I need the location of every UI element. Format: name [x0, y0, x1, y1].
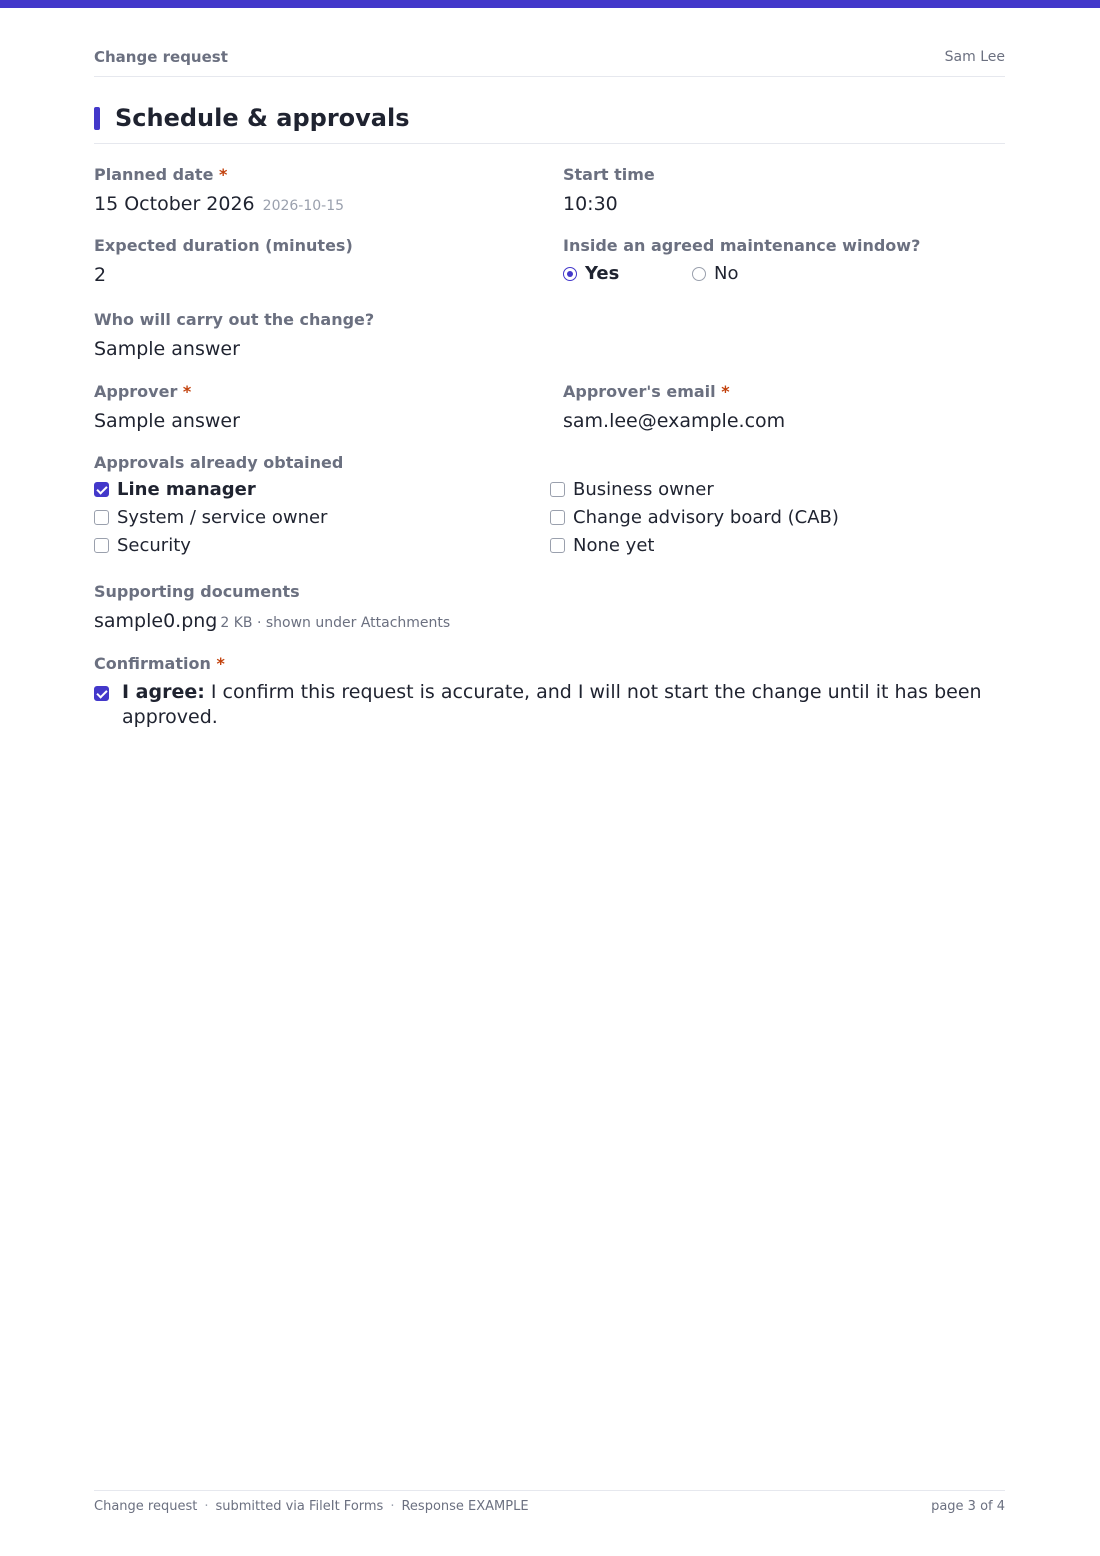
checkbox-security[interactable]: [94, 535, 191, 557]
approver-value: Sample answer: [94, 410, 240, 432]
required-marker: *: [182, 382, 192, 401]
approvals-field: [94, 453, 1005, 563]
checkbox-empty-icon: [94, 538, 109, 553]
approver-email-label: Approver's email *: [563, 382, 730, 401]
checkbox-label: Change advisory board (CAB): [573, 507, 839, 528]
attachment-meta: 2 KB · shown under Attachments: [220, 615, 451, 631]
confirmation-checkbox[interactable]: [94, 680, 1005, 730]
page-number: page 3 of 4: [931, 1499, 1005, 1514]
radio-unselected-icon: [692, 267, 706, 281]
required-marker: *: [721, 382, 730, 401]
approver-email-field: [563, 382, 785, 433]
duration-label: Expected duration (minutes): [94, 236, 353, 255]
planned-date-field: [94, 165, 344, 218]
checkbox-label: Security: [117, 535, 191, 556]
required-marker: *: [216, 654, 225, 673]
form-page: [94, 0, 1005, 1556]
approver-field: [94, 382, 240, 433]
duration-value: 2: [94, 264, 107, 286]
page-footer: [94, 1490, 1005, 1521]
section-header: [94, 102, 1005, 144]
start-time-label: Start time: [563, 165, 655, 184]
section-accent-bar: [94, 107, 100, 130]
checkbox-checked-icon: [94, 686, 109, 701]
start-time-field: [563, 165, 655, 216]
checkbox-business-owner[interactable]: [550, 479, 714, 501]
checkbox-empty-icon: [550, 482, 565, 497]
checkbox-label: Business owner: [573, 479, 714, 500]
approver-label: Approver *: [94, 382, 192, 401]
checkbox-label: Line manager: [117, 479, 256, 500]
documents-field: [94, 582, 450, 635]
approvals-label: Approvals already obtained: [94, 453, 344, 472]
planned-date-value: 15 October 2026 2026-10-15: [94, 193, 345, 215]
form-title: Change request: [94, 48, 228, 66]
radio-no-label: No: [714, 263, 739, 284]
confirmation-field: [94, 654, 225, 674]
footer-info: Change request · submitted via FileIt Forms · Response EXAMPLE: [94, 1499, 529, 1514]
radio-yes-label: Yes: [585, 263, 620, 284]
confirmation-text: [122, 680, 1005, 730]
confirmation-statement: I confirm this request is accurate, and I will not start the change until it has been approved.: [122, 681, 982, 728]
checkbox-checked-icon: [94, 482, 109, 497]
respondent-name: Sam Lee: [944, 49, 1005, 65]
checkbox-cab[interactable]: [550, 507, 839, 529]
radio-selected-icon: [563, 267, 577, 281]
checkbox-service-owner[interactable]: [94, 507, 327, 529]
page-header: [94, 48, 1005, 77]
agree-label: I agree:: [122, 681, 205, 703]
attachment-entry: [94, 609, 450, 635]
checkbox-label: None yet: [573, 535, 655, 556]
confirmation-label: Confirmation *: [94, 654, 225, 673]
duration-field: [94, 236, 353, 287]
required-marker: *: [219, 165, 228, 184]
checkbox-empty-icon: [550, 510, 565, 525]
checkbox-label: System / service owner: [117, 507, 328, 528]
checkbox-line-manager[interactable]: [94, 479, 256, 501]
radio-yes[interactable]: [563, 263, 619, 284]
implementer-field: [94, 310, 374, 361]
section-title: Schedule & approvals: [115, 104, 410, 132]
attachment-file-name[interactable]: sample0.png: [94, 610, 218, 632]
checkbox-none-yet[interactable]: [550, 535, 654, 557]
maintenance-window-field: [563, 236, 1005, 296]
maintenance-window-label: Inside an agreed maintenance window?: [563, 236, 921, 255]
checkbox-empty-icon: [94, 510, 109, 525]
planned-date-iso: 2026-10-15: [262, 198, 345, 214]
checkbox-empty-icon: [550, 538, 565, 553]
approver-email-value: sam.lee@example.com: [563, 410, 786, 432]
implementer-value: Sample answer: [94, 338, 240, 360]
documents-label: Supporting documents: [94, 582, 300, 601]
start-time-value: 10:30: [563, 193, 618, 215]
planned-date-label: Planned date *: [94, 165, 228, 184]
radio-no[interactable]: [692, 263, 738, 284]
implementer-label: Who will carry out the change?: [94, 310, 375, 329]
